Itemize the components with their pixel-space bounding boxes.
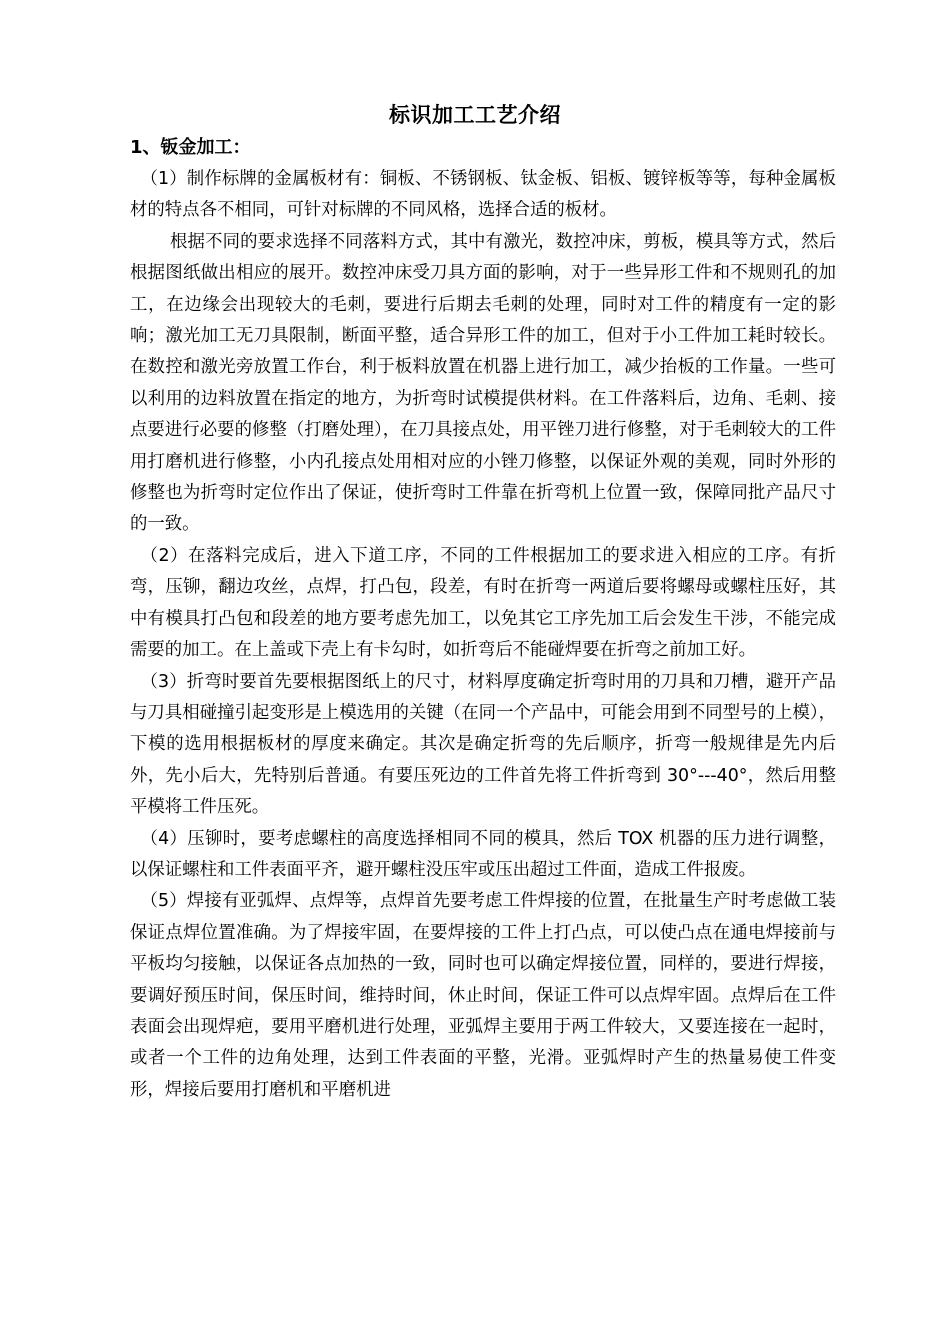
document-title: 标识加工工艺介绍	[389, 103, 561, 127]
paragraph-1: （1）制作标牌的金属板材有：铜板、不锈钢板、钛金板、铝板、镀锌板等等，每种金属板材的特点各不相同，可针对标牌的不同风格，选择合适的板材。	[130, 169, 836, 221]
paragraph-6: （5）焊接有亚弧焊、点焊等，点焊首先要考虑工件焊接的位置，在批量生产时考虑做工装保证点焊位置准确。为了焊接牢固，在要焊接的工件上打凸点，可以使凸点在通电焊接前与平板均匀接触，以保证各点加热的一致，同时也可以确定焊接位置，同样的，要进行焊接，要调好预压时间，保压时间，维持时间，休止时间，保证工件可以点焊牢固。点焊后在工件表面会出现焊疤，要用平磨机进行处理，亚弧焊主要用于两工件较大，又要连接在一起时，或者一个工件的边角处理，达到工件表面的平整，光滑。亚弧焊时产生的热量易使工件变形，焊接后要用打磨机和平磨机进	[130, 891, 836, 1100]
paragraph-2: 根据不同的要求选择不同落料方式，其中有激光，数控冲床，剪板，模具等方式，然后根据图纸做出相应的展开。数控冲床受刀具方面的影响，对于一些异形工件和不规则孔的加工，在边缘会出现较大的毛刺，要进行后期去毛刺的处理，同时对工件的精度有一定的影响；激光加工无刀具限制，断面平整，适合异形工件的加工，但对于小工件加工耗时较长。在数控和激光旁放置工作台，利于板料放置在机器上进行加工，减少抬板的工作量。一些可以利用的边料放置在指定的地方，为折弯时试模提供材料。在工件落料后，边角、毛刺、接点要进行必要的修整（打磨处理），在刀具接点处，用平锉刀进行修整，对于毛刺较大的工件用打磨机进行修整，小内孔接点处用相对应的小锉刀修整，以保证外观的美观，同时外形的修整也为折弯时定位作出了保证，使折弯时工件靠在折弯机上位置一致，保障同批产品尺寸的一致。	[130, 231, 836, 535]
document-body	[130, 164, 836, 1106]
paragraph-3: （2）在落料完成后，进入下道工序，不同的工件根据加工的要求进入相应的工序。有折弯，压铆，翻边攻丝，点焊，打凸包，段差，有时在折弯一两道后要将螺母或螺柱压好，其中有模具打凸包和段差的地方要考虑先加工，以免其它工序先加工后会发生干涉，不能完成需要的加工。在上盖或下壳上有卡勾时，如折弯后不能碰焊要在折弯之前加工好。	[130, 545, 836, 661]
paragraph-5: （4）压铆时，要考虑螺柱的高度选择相同不同的模具，然后 TOX 机器的压力进行调整，以保证螺柱和工件表面平齐，避开螺柱没压牢或压出超过工件面，造成工件报废。	[130, 828, 836, 880]
section-heading: 1、钣金加工：	[130, 137, 251, 158]
paragraph-4: （3）折弯时要首先要根据图纸上的尺寸，材料厚度确定折弯时用的刀具和刀槽，避开产品与刀具相碰撞引起变形是上模选用的关键（在同一个产品中，可能会用到不同型号的上模），下模的选用根据板材的厚度来确定。其次是确定折弯的先后顺序，折弯一般规律是先内后外，先小后大，先特别后普通。有要压死边的工件首先将工件折弯到 30°---40°，然后用整平模将工件压死。	[130, 671, 836, 818]
